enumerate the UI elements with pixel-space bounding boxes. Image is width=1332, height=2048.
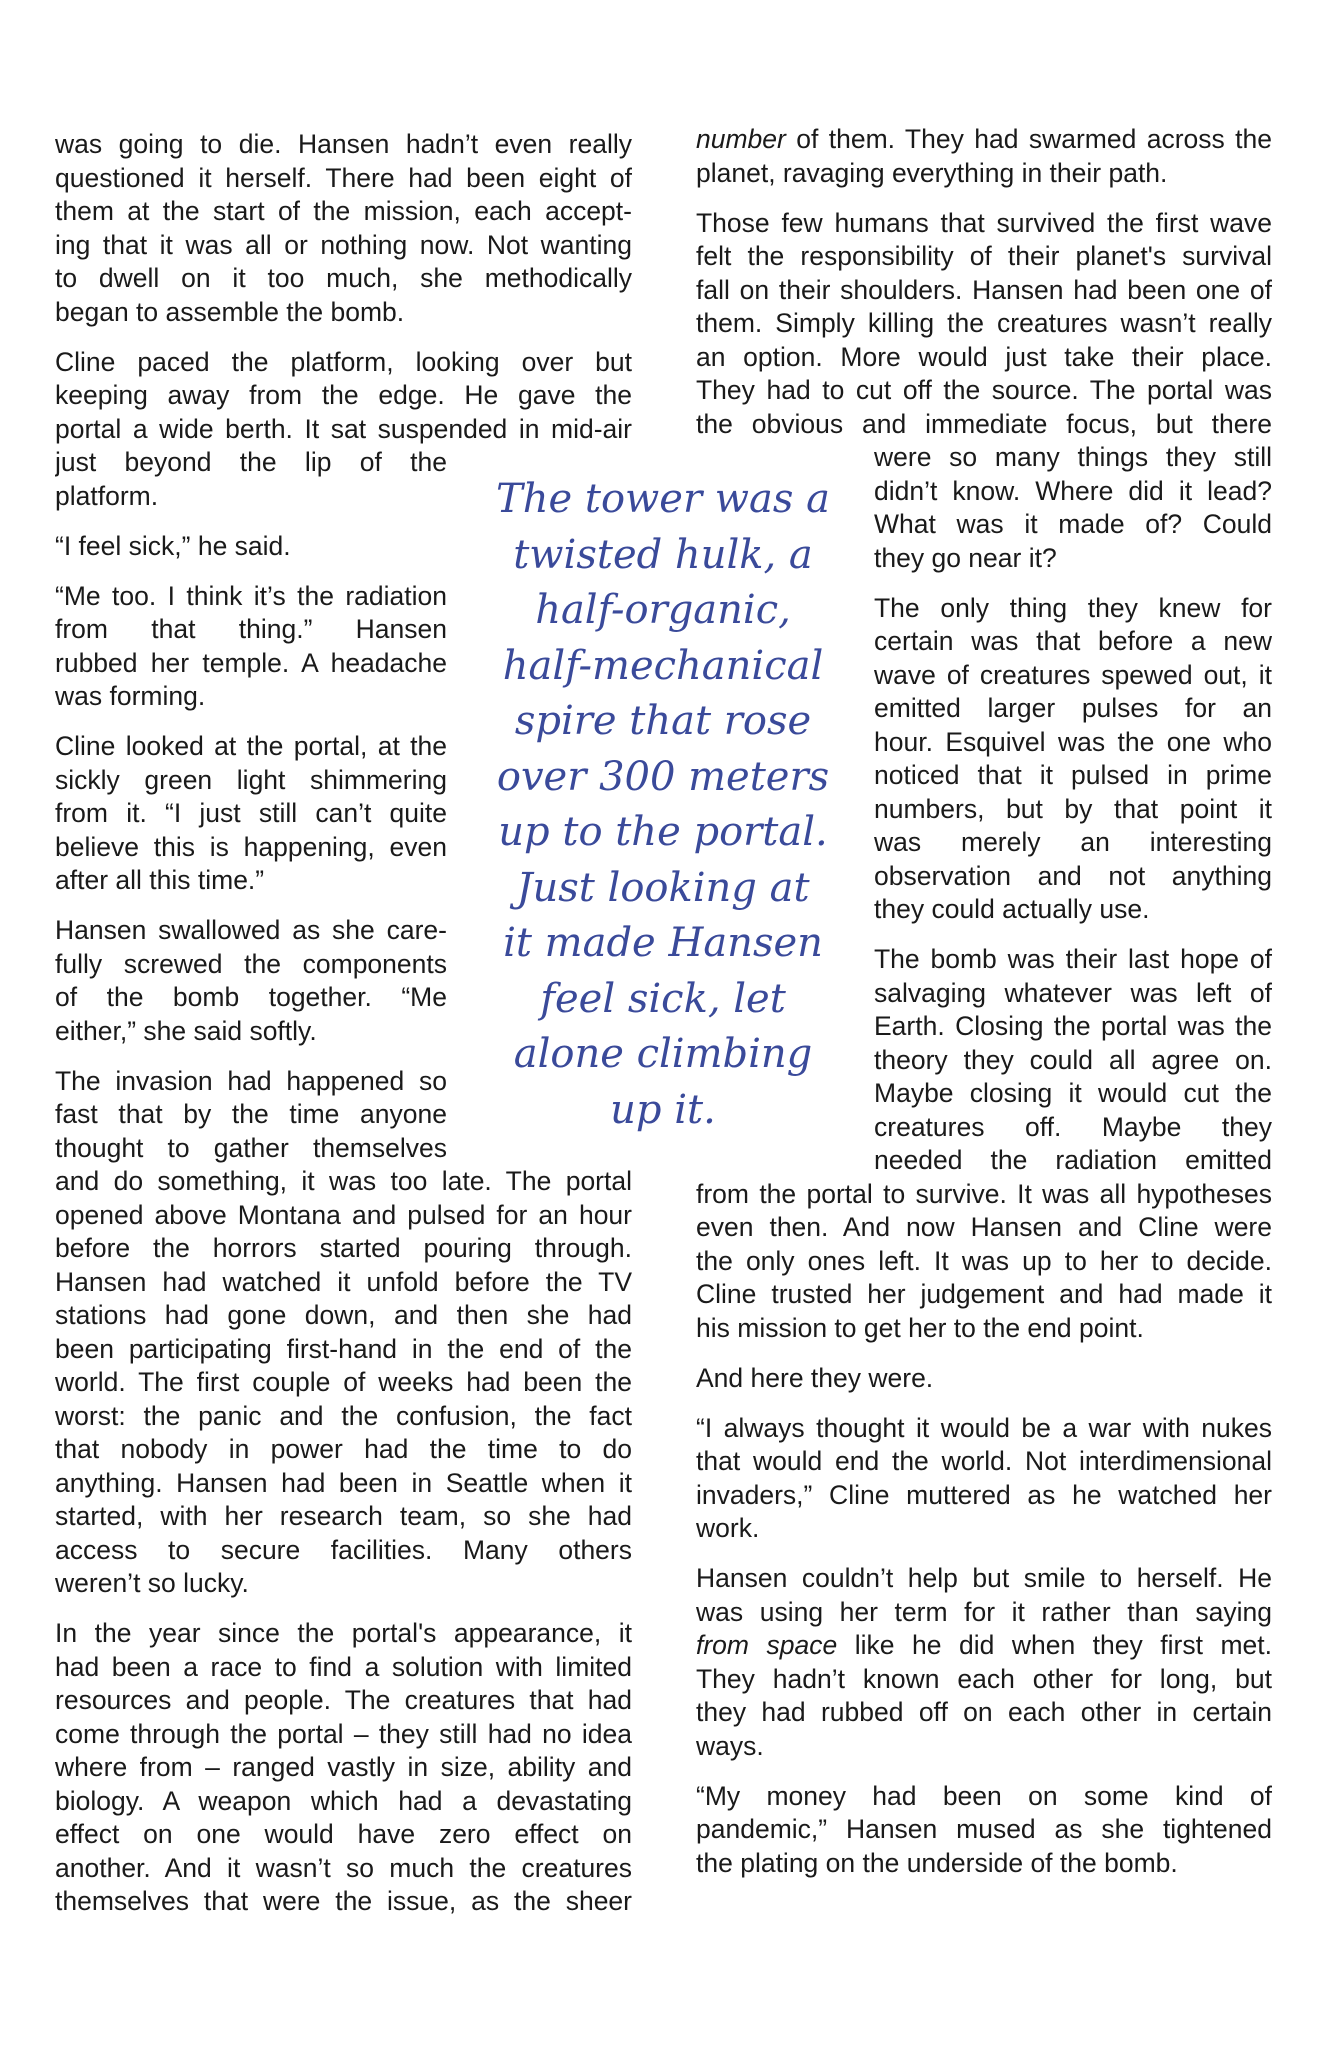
text-line: planet, ravaging everything in their path. xyxy=(696,157,1168,188)
text-line: rubbed her temple. A headache xyxy=(55,647,447,678)
text-line: the obvious and immediate focus, but there xyxy=(696,408,1272,439)
text-line: either,” she said softly. xyxy=(55,1015,317,1046)
text-line: didn’t know. Where did it lead? xyxy=(874,475,1272,506)
text-line: was using her term for it rather than saying xyxy=(696,1596,1272,1627)
text-line: was going to die. Hansen hadn’t even really xyxy=(55,129,632,159)
paragraph xyxy=(696,1362,1272,1396)
text-line: from that thing.” Hansen xyxy=(55,614,447,644)
pull-quote-line: half-organic, xyxy=(535,587,791,633)
text-line: fast that by the time anyone xyxy=(55,1099,447,1129)
text-line: They hadn’t known each other for long, but xyxy=(696,1663,1272,1694)
text-line: his mission to get her to the end point. xyxy=(696,1312,1144,1343)
text-line: even then. And now Hansen and Cline were xyxy=(696,1212,1272,1242)
text-line: And here they were. xyxy=(696,1362,934,1393)
text-line: hour. Esquivel was the one who xyxy=(874,726,1272,757)
text-line: world. The first couple of weeks had been the xyxy=(55,1367,632,1397)
text-line xyxy=(696,123,1272,157)
text-line: wave of creatures spewed out, it xyxy=(874,659,1272,690)
text-line: after all this time.” xyxy=(55,865,265,895)
text-line: the plating on the underside of the bomb. xyxy=(696,1847,1178,1878)
text-line: They had to cut off the source. The portal was xyxy=(696,375,1272,405)
text-line: “My money had been on some kind of xyxy=(696,1780,1272,1811)
text-line: just beyond the lip of the xyxy=(55,447,447,477)
text-line: an option. More would just take their place. xyxy=(696,341,1272,372)
text-line: certain was that before a new xyxy=(874,626,1272,656)
text-line: been participating first-hand in the end of the xyxy=(55,1333,632,1364)
text-line: fall on their shoulders. Hansen had been one of xyxy=(696,274,1272,305)
text-line: another. And it wasn’t so much the creatures xyxy=(55,1852,632,1883)
paragraph xyxy=(696,1412,1272,1546)
text-line: platform. xyxy=(55,480,159,511)
text-line: questioned it herself. There had been eight of xyxy=(55,162,632,193)
text-line: worst: the panic and the confusion, the fact xyxy=(55,1400,632,1431)
text-line: ways. xyxy=(696,1730,764,1761)
text-line: believe this is happening, even xyxy=(55,831,447,862)
pull-quote-line: up to the portal. xyxy=(498,809,828,855)
text-line: themselves that were the issue, as the sheer xyxy=(55,1886,632,1916)
text-line: resources and people. The creatures that had xyxy=(55,1685,632,1715)
text-line: was merely an interesting xyxy=(874,827,1272,857)
text-line: that nobody in power had the time to do xyxy=(55,1434,632,1464)
text-line: Hansen couldn’t help but smile to herself. He xyxy=(696,1563,1272,1593)
text-line: creatures off. Maybe they xyxy=(874,1111,1272,1142)
text-line: before the horrors started pouring through. xyxy=(55,1233,632,1263)
text-line: “I feel sick,” he said. xyxy=(55,530,291,561)
text-line: where from – ranged vastly in size, ability and xyxy=(55,1752,632,1782)
pull-quote-line: alone climbing xyxy=(513,1031,813,1077)
text-line: Maybe closing it would cut the xyxy=(874,1078,1272,1108)
text-line: “I always thought it would be a war with nukes xyxy=(696,1412,1272,1443)
text-line: started, with her research team, so she had xyxy=(55,1501,632,1531)
text-line: What was it made of? Could xyxy=(874,509,1272,539)
text-line: the only ones left. It was up to her to decide. xyxy=(696,1245,1272,1276)
text-line: Cline looked at the portal, at the xyxy=(55,731,447,761)
text-line: they could actually use. xyxy=(874,894,1150,924)
paragraph xyxy=(55,1617,632,1919)
pull-quote xyxy=(463,472,863,1138)
text-line: keeping away from the edge. He gave the xyxy=(55,380,632,410)
text-line: needed the radiation emitted xyxy=(874,1145,1272,1175)
text-line: fully screwed the components xyxy=(55,948,447,979)
pull-quote-line: up it. xyxy=(610,1086,716,1133)
pull-quote-line: feel sick, let xyxy=(540,975,786,1022)
text-segment: of them. They had swarmed across the xyxy=(785,124,1272,154)
text-line: of the bomb together. “Me xyxy=(55,982,447,1012)
text-line xyxy=(696,1629,1272,1663)
text-line: anything. Hansen had been in Seattle when it xyxy=(55,1467,632,1498)
text-line: The bomb was their last hope of xyxy=(874,944,1272,974)
text-line: weren’t so lucky. xyxy=(55,1568,249,1598)
text-line: access to secure facilities. Many others xyxy=(55,1534,632,1565)
text-line: sickly green light shimmering xyxy=(55,764,447,795)
pull-quote-line: it made Hansen xyxy=(503,920,823,966)
text-line: and do something, it was too late. The portal xyxy=(55,1166,632,1196)
text-line: them. Simply killing the creatures wasn’t really xyxy=(696,308,1272,338)
text-line: come through the portal – they still had no idea xyxy=(55,1718,632,1749)
italic-text: from space xyxy=(696,1630,838,1660)
text-line: they go near it? xyxy=(874,542,1057,573)
text-line: The only thing they knew for xyxy=(874,592,1272,623)
pull-quote-line: The tower was a xyxy=(496,476,830,522)
pull-quote-line: over 300 meters xyxy=(496,753,830,800)
paragraph xyxy=(696,1780,1272,1881)
text-line: stations had gone down, and then she had xyxy=(55,1300,632,1330)
text-line: Cline trusted her judgement and had made it xyxy=(696,1279,1272,1309)
text-line: pandemic,” Hansen mused as she tightened xyxy=(696,1814,1272,1844)
text-line: Those few humans that survived the first wave xyxy=(696,207,1272,238)
paragraph xyxy=(55,128,632,329)
text-line: from it. “I just still can’t quite xyxy=(55,798,447,828)
text-line: Earth. Closing the portal was the xyxy=(874,1011,1272,1041)
text-line: biology. A weapon which had a devastating xyxy=(55,1785,632,1816)
text-line: was forming. xyxy=(55,681,206,711)
text-line: thought to gather themselves xyxy=(55,1132,447,1163)
text-line: they had rubbed off on each other in certain xyxy=(696,1697,1272,1727)
text-line: them at the start of the mission, each accept- xyxy=(55,196,632,226)
text-line: were so many things they still xyxy=(874,442,1272,472)
text-line: that would end the world. Not interdimensional xyxy=(696,1446,1272,1476)
pull-quote-line: half-mechanical xyxy=(502,642,824,689)
text-line: to dwell on it too much, she methodically xyxy=(55,263,632,293)
paragraph xyxy=(55,1065,632,1601)
text-line: observation and not anything xyxy=(874,860,1272,891)
paragraph xyxy=(696,1562,1272,1763)
text-line: opened above Montana and pulsed for an hour xyxy=(55,1199,632,1230)
text-line: began to assemble the bomb. xyxy=(55,296,405,327)
text-line: felt the responsibility of their planet's survival xyxy=(696,241,1272,271)
paragraph xyxy=(696,123,1272,190)
text-line: “Me too. I think it’s the radiation xyxy=(55,580,447,611)
text-line: had been a race to find a solution with limited xyxy=(55,1651,632,1682)
italic-text: number xyxy=(696,124,786,154)
text-segment: like he did when they first met. xyxy=(837,1630,1272,1660)
pull-quote-line: spire that rose xyxy=(514,698,812,744)
text-line: work. xyxy=(696,1513,760,1543)
text-line: from the portal to survive. It was all hypotheses xyxy=(696,1178,1272,1209)
text-line: Hansen swallowed as she care- xyxy=(55,915,447,945)
text-line: effect on one would have zero effect on xyxy=(55,1819,632,1849)
text-line: Hansen had watched it unfold before the TV xyxy=(55,1266,632,1297)
text-line: emitted larger pulses for an xyxy=(874,693,1272,723)
text-line: The invasion had happened so xyxy=(55,1065,447,1096)
text-line: noticed that it pulsed in prime xyxy=(874,760,1272,790)
text-line: salvaging whatever was left of xyxy=(874,977,1272,1008)
pull-quote-line: twisted hulk, a xyxy=(513,531,813,578)
pull-quote-line: Just looking at xyxy=(516,864,810,911)
text-line: invaders,” Cline muttered as he watched her xyxy=(696,1479,1272,1510)
text-line: ing that it was all or nothing now. Not wanting xyxy=(55,229,632,260)
text-line: numbers, but by that point it xyxy=(874,793,1272,824)
text-line: theory they could all agree on. xyxy=(874,1044,1272,1075)
text-line: In the year since the portal's appearance, it xyxy=(55,1618,632,1648)
text-line: portal a wide berth. It sat suspended in mid-air xyxy=(55,413,632,444)
text-line: Cline paced the platform, looking over but xyxy=(55,346,632,377)
